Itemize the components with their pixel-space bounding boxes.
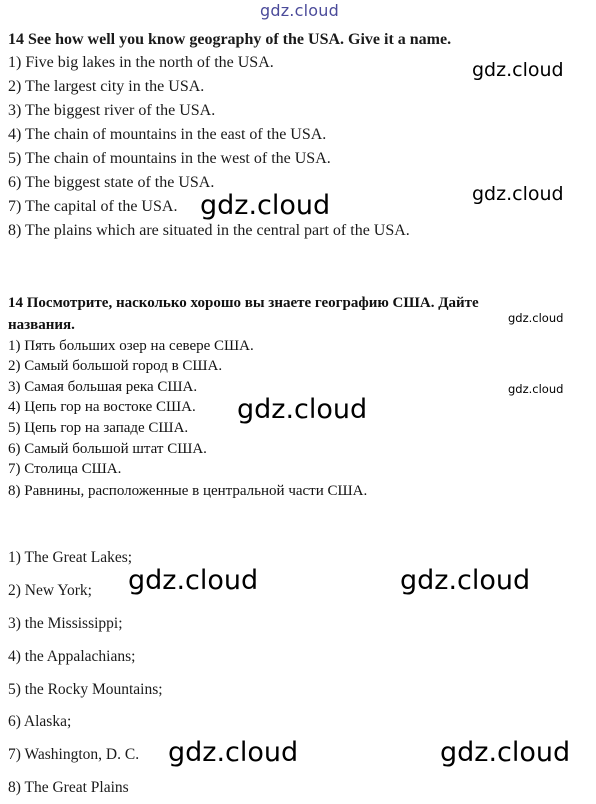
russian-heading-line1: 14 Посмотрите, насколько хорошо вы знаете географию США. Дайте — [8, 295, 479, 311]
watermark: gdz.cloud — [128, 565, 259, 596]
answer-1: 1) The Great Lakes; — [8, 549, 133, 566]
english-item-2: 2) The largest city in the USA. — [8, 78, 205, 95]
watermark: gdz.cloud — [237, 394, 368, 425]
watermark: gdz.cloud — [200, 190, 331, 221]
english-item-8: 8) The plains which are situated in the central part of the USA. — [8, 222, 410, 239]
english-item-4: 4) The chain of mountains in the east of the USA. — [8, 126, 327, 143]
russian-item-3: 3) Самая большая река США. — [8, 379, 198, 395]
answer-4: 4) the Appalachians; — [8, 648, 136, 665]
watermark: gdz.cloud — [168, 737, 299, 768]
answer-5: 5) the Rocky Mountains; — [8, 681, 163, 698]
russian-heading-line2: названия. — [8, 317, 75, 333]
english-item-7: 7) The capital of the USA. — [8, 198, 178, 215]
answer-2: 2) New York; — [8, 582, 92, 599]
russian-item-5: 5) Цепь гор на западе США. — [8, 420, 189, 436]
watermark: gdz.cloud — [440, 737, 571, 768]
answer-3: 3) the Mississippi; — [8, 615, 123, 632]
russian-item-7: 7) Столица США. — [8, 461, 122, 477]
watermark: gdz.cloud — [508, 311, 564, 325]
watermark: gdz.cloud — [472, 59, 564, 81]
russian-item-2: 2) Самый большой город в США. — [8, 358, 223, 374]
english-item-3: 3) The biggest river of the USA. — [8, 102, 216, 119]
watermark: gdz.cloud — [508, 382, 564, 396]
watermark-top: gdz.cloud — [260, 1, 339, 20]
russian-item-4: 4) Цепь гор на востоке США. — [8, 399, 196, 415]
russian-item-6: 6) Самый большой штат США. — [8, 441, 207, 457]
watermark: gdz.cloud — [472, 183, 564, 205]
english-item-5: 5) The chain of mountains in the west of the USA. — [8, 150, 331, 167]
watermark: gdz.cloud — [400, 565, 531, 596]
answer-6: 6) Alaska; — [8, 713, 72, 730]
answer-7: 7) Washington, D. C. — [8, 746, 140, 763]
answer-8: 8) The Great Plains — [8, 779, 129, 796]
english-item-6: 6) The biggest state of the USA. — [8, 174, 215, 191]
english-item-1: 1) Five big lakes in the north of the USA. — [8, 54, 274, 71]
english-heading: 14 See how well you know geography of the USA. Give it a name. — [8, 31, 452, 48]
russian-item-8: 8) Равнины, расположенные в центральной части США. — [8, 483, 368, 499]
russian-item-1: 1) Пять больших озер на севере США. — [8, 338, 254, 354]
